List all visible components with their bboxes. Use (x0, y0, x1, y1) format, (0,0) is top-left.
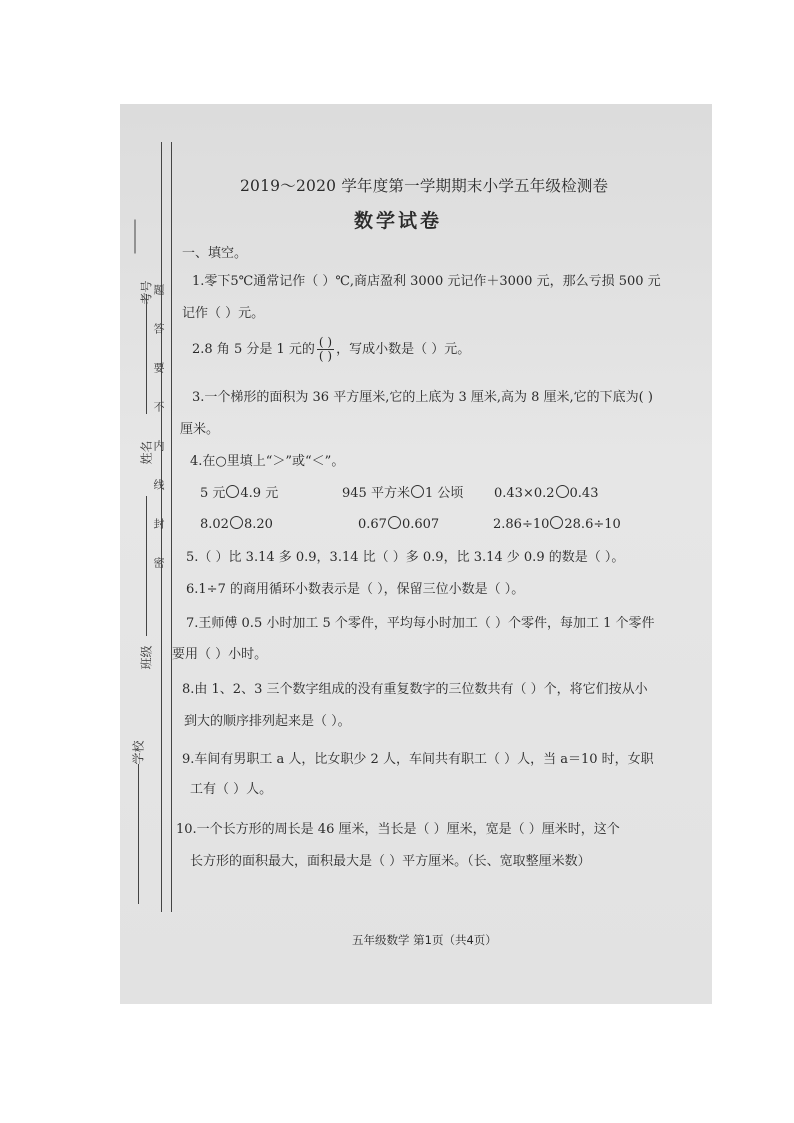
compare-circle (230, 516, 243, 529)
question-3-line-1: 3.一个梯形的面积为 36 平方厘米,它的上底为 3 厘米,高为 8 厘米,它的下底为( ) (192, 390, 653, 405)
question-4: 4.在○里填上“＞”或“＜”。 (190, 454, 345, 469)
question-1-line-1: 1.零下5℃通常记作（ ）℃,商店盈利 3000 元记作＋3000 元，那么亏损 500 元 (192, 274, 661, 289)
question-8-line-1: 8.由 1、2、3 三个数字组成的没有重复数字的三位数共有（ ）个，将它们按从小 (182, 682, 648, 697)
question-9-line-1: 9.车间有男职工 a 人，比女职少 2 人，车间共有职工（ ）人，当 a＝10 时，女职 (182, 752, 654, 767)
question-8-line-2: 到大的顺序排列起来是（ ）。 (184, 714, 351, 729)
exam-number-line (135, 220, 136, 254)
compare-circle (388, 516, 401, 529)
fraction-denominator: ( ) (318, 349, 333, 363)
exam-title: 2019～2020 学年度第一学期期末小学五年级检测卷 (240, 177, 609, 195)
section-heading: 一、填空。 (182, 246, 248, 261)
question-7-line-2: 要用（ ）小时。 (172, 647, 268, 662)
school-underline (138, 764, 139, 904)
binding-line-inner (171, 142, 172, 912)
question-5: 5.（ ）比 3.14 多 0.9，3.14 比（ ）多 0.9，比 3.14 少 0.9 的数是（ ）。 (186, 550, 625, 565)
class-underline (146, 496, 147, 636)
question-2-fraction (317, 336, 334, 363)
page-footer: 五年级数学 第1页（共4页） (352, 933, 497, 947)
name-underline (146, 294, 147, 414)
question-7-line-1: 7.王师傅 0.5 小时加工 5 个零件，平均每小时加工（ ）个零件，每加工 1 个零件 (186, 616, 655, 631)
compare-item-1: 5 元 4.9 元 (200, 486, 279, 501)
question-10-line-2: 长方形的面积最大，面积最大是（ ）平方厘米。（长、宽取整厘米数） (190, 854, 591, 869)
question-3-line-2: 厘米。 (180, 422, 220, 437)
question-6: 6.1÷7 的商用循环小数表示是（ ），保留三位小数是（ ）。 (186, 582, 525, 597)
label-exam-number: 考号 (139, 280, 154, 305)
question-2-text-b: ，写成小数是（ ）元。 (336, 342, 471, 357)
compare-item-3: 0.43×0.2 0.43 (494, 486, 599, 501)
label-name: 姓名 (139, 440, 154, 465)
compare-item-4: 8.02 8.20 (200, 517, 273, 532)
compare-item-6: 2.86÷10 28.6÷10 (493, 517, 621, 532)
seal-text: 题答要不内线封密 (152, 284, 165, 596)
compare-circle (226, 485, 239, 498)
question-2-text-a: 2.8 角 5 分是 1 元的 (192, 342, 315, 357)
compare-item-5: 0.67 0.607 (358, 517, 440, 532)
label-class: 班级 (139, 645, 154, 670)
question-1-line-2: 记作（ ）元。 (182, 306, 265, 321)
exam-photo (120, 104, 712, 1004)
compare-circle (550, 516, 563, 529)
fraction-numerator: ( ) (318, 335, 333, 349)
question-9-line-2: 工有（ ）人。 (190, 782, 273, 797)
exam-subtitle: 数学试卷 (354, 210, 443, 232)
compare-item-2: 945 平方米 1 公顷 (342, 486, 464, 501)
compare-circle (556, 485, 569, 498)
question-10-line-1: 10.一个长方形的周长是 46 厘米，当长是（ ）厘米，宽是（ ）厘米时，这个 (176, 822, 620, 837)
compare-circle (411, 485, 424, 498)
question-2 (192, 336, 470, 363)
label-school: 学校 (131, 740, 146, 765)
